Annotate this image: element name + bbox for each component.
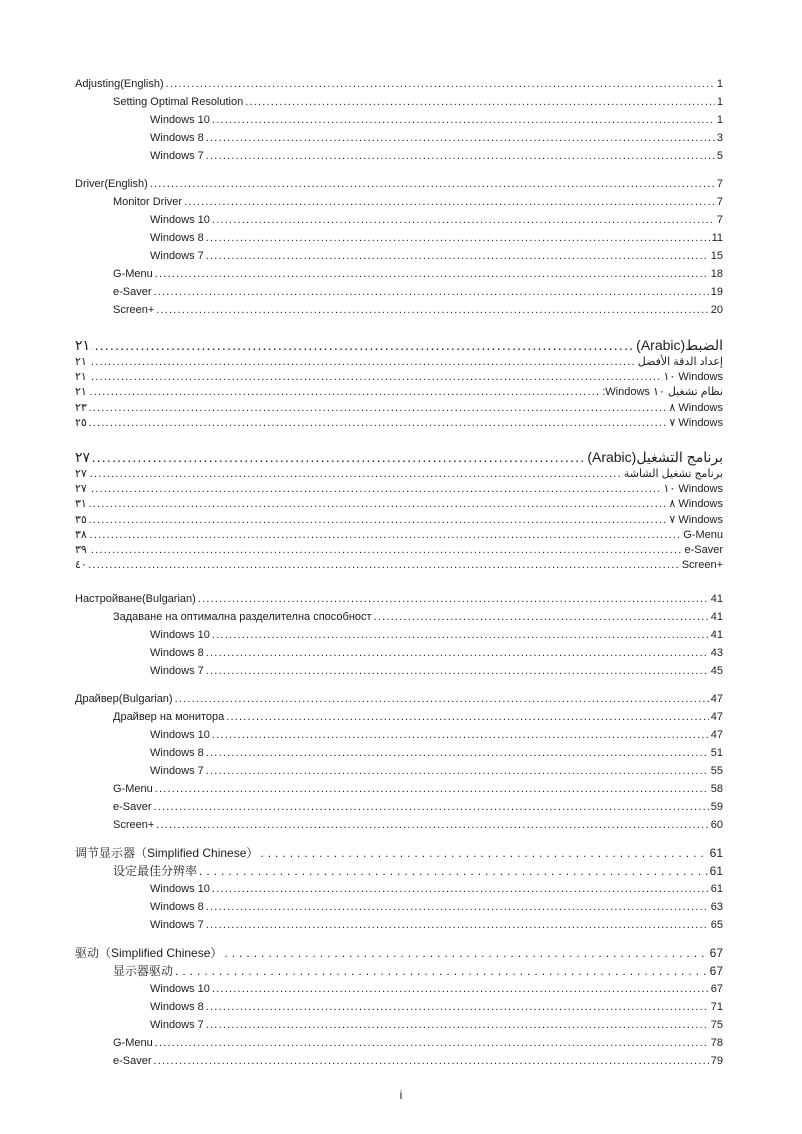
toc-entry-page: 41 <box>710 611 723 624</box>
toc-entry-label: Драйвер(Bulgarian) <box>75 693 173 706</box>
toc-entry-page: 1 <box>716 78 723 90</box>
toc-entry-page: 58 <box>710 783 723 796</box>
toc-entry-label: G-Menu <box>113 783 153 796</box>
toc-entry-page: 45 <box>710 665 723 678</box>
toc-entry-label: Windows 8 <box>150 747 204 760</box>
toc-entry-label: e-Saver <box>113 286 152 298</box>
toc-entry-label: برنامج تشغيل الشاشة <box>623 467 723 480</box>
toc-entry[interactable] <box>75 482 723 497</box>
toc-entry-label: Windows 7 <box>150 665 204 678</box>
toc-entry-page: ٢٧ <box>75 483 87 496</box>
toc-entry[interactable] <box>75 962 723 980</box>
toc-entry-page: ٢١ <box>75 356 87 368</box>
toc-entry[interactable] <box>75 370 723 385</box>
toc-leader-dots <box>206 898 709 916</box>
toc-leader-dots <box>155 780 709 798</box>
toc-entry-page: ٢٧ <box>75 448 91 465</box>
toc-entry-label: Windows 7 <box>150 1019 204 1032</box>
toc-entry-label: e-Saver <box>684 543 723 556</box>
toc-entry-page: 61 <box>709 846 723 861</box>
toc-entry-label: Screen+ <box>681 559 723 572</box>
toc-entry-page: 47 <box>710 693 723 706</box>
toc-leader-dots <box>206 916 709 934</box>
toc-leader-dots <box>89 401 668 416</box>
toc-leader-dots <box>154 283 709 301</box>
toc-entry[interactable] <box>75 708 723 726</box>
toc-entry[interactable] <box>75 816 723 834</box>
toc-leader-dots <box>150 175 715 193</box>
toc-entry-label: Windows 7 <box>150 250 204 262</box>
toc-entry[interactable] <box>75 543 723 558</box>
toc-leader-dots <box>226 708 708 726</box>
toc-entry-page: 79 <box>710 1055 723 1068</box>
toc-leader-dots <box>89 416 668 431</box>
toc-entry[interactable] <box>75 1016 723 1034</box>
toc-entry-page: 20 <box>710 304 723 316</box>
toc-entry[interactable] <box>75 626 723 644</box>
toc-entry-label: نظام تشغيل ١٠ Windows: <box>602 386 723 399</box>
toc-entry-label: Adjusting(English) <box>75 78 164 90</box>
toc-entry-label: 调节显示器（Simplified Chinese） <box>75 846 259 861</box>
toc-entry-page: 18 <box>710 268 723 280</box>
toc-entry-label: Задаване на оптимална разделителна способност <box>113 611 372 624</box>
toc-entry[interactable] <box>75 644 723 662</box>
toc-entry-page: 61 <box>710 883 723 896</box>
toc-leader-dots <box>156 301 708 319</box>
toc-leader-dots <box>184 193 715 211</box>
toc-entry-page: 11 <box>711 232 723 244</box>
toc-entry-page: 3 <box>716 132 723 144</box>
toc-leader-dots <box>89 513 668 528</box>
toc-entry[interactable] <box>75 497 723 512</box>
toc-entry-label: Windows 7 <box>150 765 204 778</box>
toc-entry-label: G-Menu <box>113 1037 153 1050</box>
toc-leader-dots <box>206 662 709 680</box>
toc-entry-label: الضبط(Arabic) <box>636 337 723 353</box>
toc-leader-dots <box>92 448 585 467</box>
toc-leader-dots <box>92 336 634 355</box>
toc-entry[interactable] <box>75 467 723 482</box>
toc-entry-label: Драйвер на монитора <box>113 711 225 724</box>
toc-entry-label: ١٠ Windows <box>663 483 723 496</box>
toc-entry-label: Windows 8 <box>150 901 204 914</box>
toc-entry[interactable] <box>75 513 723 528</box>
toc-entry-label: Driver(English) <box>75 178 148 190</box>
toc-entry[interactable] <box>75 111 723 129</box>
toc-entry-label: ١٠ Windows <box>663 371 723 384</box>
footer-page-number: i <box>399 1088 403 1102</box>
toc-entry-label: Screen+ <box>113 304 155 316</box>
toc-entry-page: 51 <box>710 747 723 760</box>
toc-entry-label: Windows 8 <box>150 647 204 660</box>
toc-entry[interactable] <box>75 528 723 543</box>
toc-entry-label: ٧ Windows <box>669 513 723 526</box>
toc-entry-page: 41 <box>710 593 723 606</box>
toc-leader-dots <box>206 147 715 165</box>
toc-entry-page: 71 <box>710 1001 723 1014</box>
toc-entry-page: ٢٣ <box>75 401 87 414</box>
toc-leader-dots <box>206 129 715 147</box>
toc-entry-label: 设定最佳分辨率 <box>113 864 198 879</box>
toc-entry[interactable] <box>75 448 723 467</box>
toc-leader-dots <box>175 962 708 980</box>
toc-entry[interactable] <box>75 798 723 816</box>
toc-entry[interactable] <box>75 175 723 193</box>
toc-leader-dots <box>206 1016 709 1034</box>
toc-entry-page: 5 <box>716 150 723 162</box>
toc-section-adjusting-bulgarian <box>75 590 723 680</box>
toc-entry-page: 47 <box>710 729 723 742</box>
toc-entry-page: ٣٩ <box>75 543 87 556</box>
toc-leader-dots <box>89 497 668 512</box>
toc-entry-label: Windows 10 <box>150 214 210 226</box>
toc-entry-page: 59 <box>710 801 723 814</box>
toc-entry[interactable] <box>75 844 723 862</box>
toc-leader-dots <box>206 644 709 662</box>
toc-entry[interactable] <box>75 355 723 370</box>
toc-leader-dots <box>206 998 709 1016</box>
toc-entry[interactable] <box>75 1052 723 1070</box>
toc-entry-label: ٨ Windows <box>669 498 723 511</box>
toc-leader-dots <box>206 247 709 265</box>
toc-entry-page: 7 <box>716 196 723 208</box>
toc-entry-label: Настройване(Bulgarian) <box>75 593 196 606</box>
toc-entry-label: ٨ Windows <box>669 401 723 414</box>
toc-entry[interactable] <box>75 385 723 400</box>
toc-entry-label: e-Saver <box>113 1055 152 1068</box>
toc-entry[interactable] <box>75 608 723 626</box>
toc-entry-label: Monitor Driver <box>113 196 183 208</box>
toc-entry-label: ٧ Windows <box>669 416 723 429</box>
toc-entry-label: Windows 8 <box>150 232 204 244</box>
toc-entry[interactable] <box>75 301 723 319</box>
toc-entry-label: Screen+ <box>113 819 155 832</box>
toc-entry-page: 1 <box>716 114 723 126</box>
toc-entry-page: 1 <box>716 96 723 108</box>
toc-entry-page: 78 <box>710 1037 723 1050</box>
toc-entry[interactable] <box>75 662 723 680</box>
toc-leader-dots <box>89 385 600 400</box>
toc-section-adjusting-simplified-chinese <box>75 844 723 934</box>
toc-entry-page: 63 <box>710 901 723 914</box>
toc-entry-label: Setting Optimal Resolution <box>113 96 244 108</box>
toc-leader-dots <box>206 762 709 780</box>
toc-leader-dots <box>89 355 636 370</box>
toc-entry-label: Windows 8 <box>150 132 204 144</box>
toc-leader-dots <box>154 1052 709 1070</box>
toc-entry-label: Windows 7 <box>150 919 204 932</box>
toc-section-adjusting-english <box>75 75 723 165</box>
toc-entry-page: ٢١ <box>75 337 91 353</box>
toc-entry-page: ٣٨ <box>75 528 87 541</box>
toc-leader-dots <box>175 690 709 708</box>
toc-entry-page: 67 <box>709 946 723 961</box>
toc-leader-dots <box>212 726 709 744</box>
toc-entry[interactable] <box>75 129 723 147</box>
toc-entry[interactable] <box>75 416 723 431</box>
toc-entry-page: 15 <box>710 250 723 262</box>
toc-leader-dots <box>374 608 709 626</box>
toc-entry-page: ٢٥ <box>75 416 87 429</box>
toc-leader-dots <box>155 1034 709 1052</box>
toc-leader-dots <box>206 229 710 247</box>
toc-entry-label: Windows 8 <box>150 1001 204 1014</box>
toc-entry[interactable] <box>75 75 723 93</box>
toc-entry-page: 47 <box>710 711 723 724</box>
toc-entry-page: 43 <box>710 647 723 660</box>
toc-leader-dots <box>156 816 708 834</box>
toc-leader-dots <box>198 590 709 608</box>
toc-entry[interactable] <box>75 898 723 916</box>
toc-leader-dots <box>89 370 662 385</box>
toc-leader-dots <box>89 467 622 482</box>
toc-leader-dots <box>155 265 709 283</box>
toc-entry-label: 驱动（Simplified Chinese） <box>75 946 223 961</box>
toc-entry-page: ٣٥ <box>75 513 87 526</box>
toc-entry[interactable] <box>75 944 723 962</box>
toc-entry-label: G-Menu <box>683 528 723 541</box>
toc-entry-page: 60 <box>710 819 723 832</box>
toc-entry[interactable] <box>75 1034 723 1052</box>
toc-leader-dots <box>166 75 715 93</box>
toc-entry-label: برنامج التشغيل(Arabic) <box>587 448 723 465</box>
toc-entry[interactable] <box>75 211 723 229</box>
toc-entry-page: 67 <box>710 983 723 996</box>
toc-entry[interactable] <box>75 93 723 111</box>
toc-entry[interactable] <box>75 780 723 798</box>
toc-entry-page: 65 <box>710 919 723 932</box>
toc-entry[interactable] <box>75 193 723 211</box>
toc-entry-label: e-Saver <box>113 801 152 814</box>
toc-entry-page: 19 <box>710 286 723 298</box>
toc-entry[interactable] <box>75 401 723 416</box>
toc-entry-page: 61 <box>709 864 723 879</box>
toc-entry[interactable] <box>75 726 723 744</box>
toc-entry-page: ٣١ <box>75 498 87 511</box>
toc-entry[interactable] <box>75 762 723 780</box>
toc-entry[interactable] <box>75 147 723 165</box>
toc-leader-dots <box>224 944 707 962</box>
toc-leader-dots <box>89 528 681 543</box>
toc-entry[interactable] <box>75 229 723 247</box>
toc-entry[interactable] <box>75 880 723 898</box>
toc-entry-page: ٢١ <box>75 371 87 384</box>
toc-entry-page: 7 <box>716 214 723 226</box>
toc-section-driver-english <box>75 175 723 319</box>
toc-leader-dots <box>212 880 709 898</box>
toc-entry-page: 41 <box>710 629 723 642</box>
toc-leader-dots <box>89 543 683 558</box>
toc-entry[interactable] <box>75 862 723 880</box>
toc-entry-label: Windows 10 <box>150 114 210 126</box>
toc-leader-dots <box>245 93 715 111</box>
toc-section-driver-simplified-chinese <box>75 944 723 1070</box>
toc-section-adjusting-arabic <box>75 336 723 431</box>
toc-leader-dots <box>212 111 715 129</box>
toc-entry-label: Windows 10 <box>150 983 210 996</box>
toc-entry[interactable] <box>75 247 723 265</box>
toc-leader-dots <box>89 558 680 573</box>
toc-leader-dots <box>260 844 707 862</box>
toc-entry-label: G-Menu <box>113 268 153 280</box>
toc-entry-label: إعداد الدقة الأفضل <box>637 356 723 368</box>
toc-leader-dots <box>212 980 709 998</box>
toc-leader-dots <box>212 626 709 644</box>
toc-entry[interactable] <box>75 690 723 708</box>
toc-section-driver-bulgarian <box>75 690 723 834</box>
toc-entry-label: Windows 10 <box>150 729 210 742</box>
toc-leader-dots <box>199 862 708 880</box>
toc-leader-dots <box>154 798 709 816</box>
toc-entry[interactable] <box>75 283 723 301</box>
toc-entry[interactable] <box>75 980 723 998</box>
toc-entry[interactable] <box>75 916 723 934</box>
toc-entry-page: 75 <box>710 1019 723 1032</box>
toc-leader-dots <box>212 211 715 229</box>
toc-entry-page: 7 <box>716 178 723 190</box>
toc-entry[interactable] <box>75 265 723 283</box>
toc-section-driver-arabic <box>75 448 723 573</box>
toc-entry-page: ٢١ <box>75 386 87 399</box>
toc-entry[interactable] <box>75 590 723 608</box>
toc-entry-label: Windows 10 <box>150 883 210 896</box>
toc-entry-page: 55 <box>710 765 723 778</box>
toc-entry-label: 显示器驱动 <box>113 964 174 979</box>
toc-entry[interactable] <box>75 998 723 1016</box>
toc-entry-page: ٢٧ <box>75 467 87 480</box>
toc-entry-label: Windows 10 <box>150 629 210 642</box>
toc-entry[interactable] <box>75 744 723 762</box>
toc-entry-page: ٤٠ <box>75 559 87 572</box>
toc-entry-label: Windows 7 <box>150 150 204 162</box>
toc-leader-dots <box>89 482 662 497</box>
toc-leader-dots <box>206 744 709 762</box>
toc-entry[interactable] <box>75 336 723 355</box>
toc-entry[interactable] <box>75 558 723 573</box>
toc-entry-page: 67 <box>709 964 723 979</box>
